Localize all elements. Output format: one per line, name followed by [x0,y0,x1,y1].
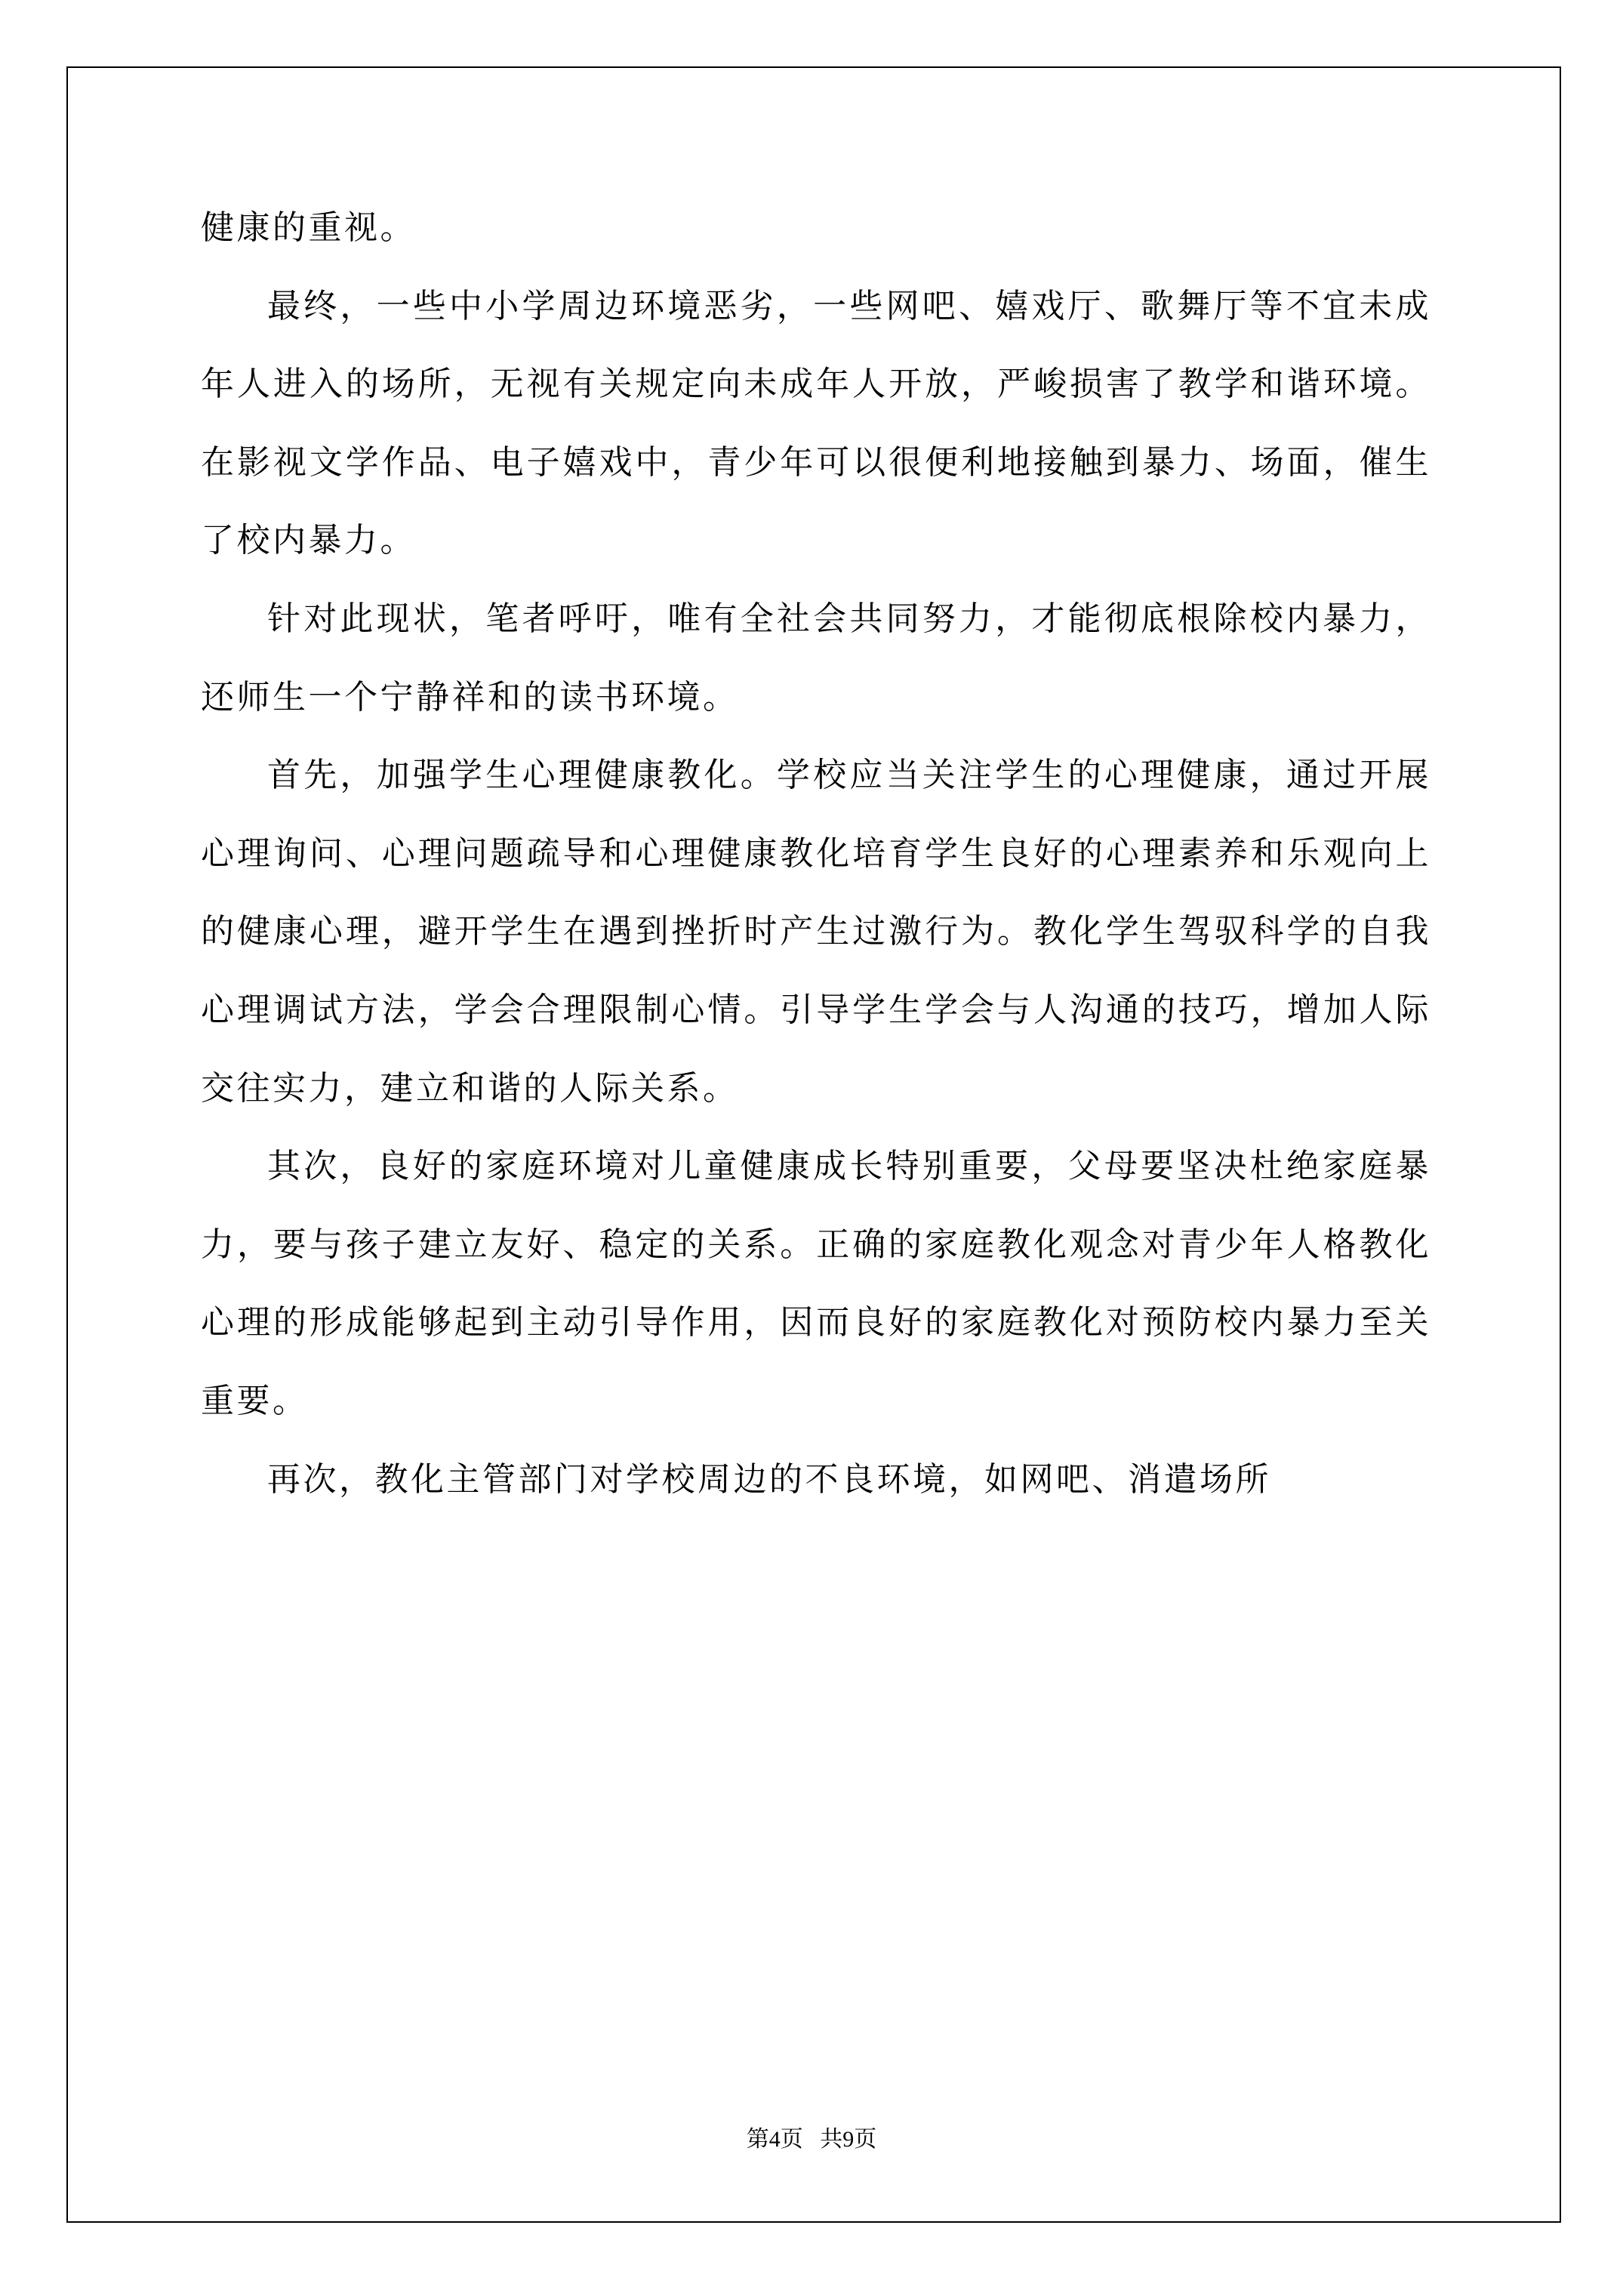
page-number-footer: 第4页 共9页 [746,2127,877,2152]
paragraph-3: 针对此现状，笔者呼吁，唯有全社会共同努力，才能彻底根除校内暴力，还师生一个宁静祥和的读书环境。 [201,599,1431,717]
paragraph-4: 首先，加强学生心理健康教化。学校应当关注学生的心理健康，通过开展心理询问、心理问题疏导和心理健康教化培育学生良好的心理素养和乐观向上的健康心理，避开学生在遇到挫折时产生过激行为。教化学生驾驭科学的自我心理调试方法，学会合理限制心情。引导学生学会与人沟通的技巧，增加人际交往实力，建立和谐的人际关系。 [201,756,1431,1108]
paragraph-2: 最终，一些中小学周边环境恶劣，一些网吧、嬉戏厅、歌舞厅等不宜未成年人进入的场所，无视有关规定向未成年人开放，严峻损害了教学和谐环境。在影视文学作品、电子嬉戏中，青少年可以很便利地接触到暴力、场面，催生了校内暴力。 [201,286,1431,560]
document-body [201,189,1431,1518]
paragraph-5: 其次，良好的家庭环境对儿童健康成长特别重要，父母要坚决杜绝家庭暴力，要与孩子建立友好、稳定的关系。正确的家庭教化观念对青少年人格教化心理的形成能够起到主动引导作用，因而良好的家庭教化对预防校内暴力至关重要。 [201,1147,1431,1420]
paragraph-6: 再次，教化主管部门对学校周边的不良环境，如网吧、消遣场所 [267,1459,1271,1499]
paragraph-1: 健康的重视。 [201,208,416,247]
